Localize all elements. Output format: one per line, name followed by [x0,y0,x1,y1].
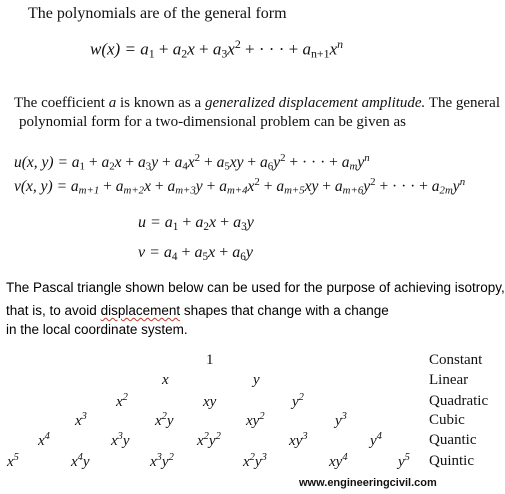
paragraph-pascal-line2: that is, to avoid displacement shapes that change with a change [6,303,389,318]
equation-v-full: v(x, $y) = a_{m+1} + a_{m+2}x + a_{m+3}y + a_{m+4}x^2 + a_{m+5}xy + a_{m+6}y^2$ + · · · + $a_{2m}y^n$ [14,176,466,197]
pascal-term: $x^3$ [75,411,87,429]
website-watermark: www.engineeringcivil.com [299,477,437,489]
pascal-level-label: Constant [429,352,483,368]
pascal-level-label: Quantic [429,432,477,448]
pascal-term: $x^4y$ [71,452,90,470]
pascal-term: $x^5$ [7,452,19,470]
pascal-term: $y^5$ [398,452,410,470]
equation-v-linear: $v = a_4 + a_5x + a_6y$ [138,244,253,263]
pascal-level-label: Quintic [429,453,474,469]
pascal-term: $x^2y^3$ [243,452,267,470]
pascal-term: xy [203,394,217,410]
pascal-term: $xy^2$ [246,411,265,429]
pascal-term: 1 [206,352,214,368]
pascal-term: $y^4$ [370,431,382,449]
pascal-term: $y^2$ [292,392,304,410]
paragraph-pascal-line1: The Pascal triangle shown below can be used for the purpose of achieving isotropy, [6,280,505,295]
pascal-term: $xy^4$ [329,452,348,470]
pascal-level-label: Cubic [429,412,465,428]
paragraph-pascal-line3: in the local coordinate system. [6,322,188,337]
pascal-level-label: Quadratic [429,393,489,409]
misspelled-word: displacement [100,303,181,318]
equation-u-linear: $u = a_1 + a_2x + a_3y$ [138,214,254,233]
pascal-term: $x^3y$ [111,431,130,449]
pascal-term: x [162,372,169,388]
equation-w: $w(x) = a_1 + a_2x + a_3x^2$ + · · · + $a_{n+1}x^n$ [90,37,344,61]
pascal-term: $y^3$ [335,411,347,429]
intro-text: The polynomials are of the general form [28,5,287,22]
pascal-term: $x^4$ [38,431,50,449]
pascal-level-label: Linear [429,372,469,388]
pascal-term: $x^2y$ [155,411,174,429]
pascal-term: y [253,372,260,388]
equation-u-full: u(x, $y) = a_1 + a_2x + a_3y + a_4x^2 + a_5xy + a_6y^2$ + · · · + $a_my^n$ [14,152,370,173]
pascal-term: $xy^3$ [289,431,308,449]
pascal-term: $x^2y^2$ [197,431,221,449]
paragraph-coefficient: The coefficient a is known as a generalized displacement amplitude. The general [14,95,500,111]
paragraph-coefficient-line2: polynomial form for a two-dimensional problem can be given as [19,114,406,130]
pascal-term: $x^2$ [116,392,128,410]
pascal-term: $x^3y^2$ [150,452,174,470]
